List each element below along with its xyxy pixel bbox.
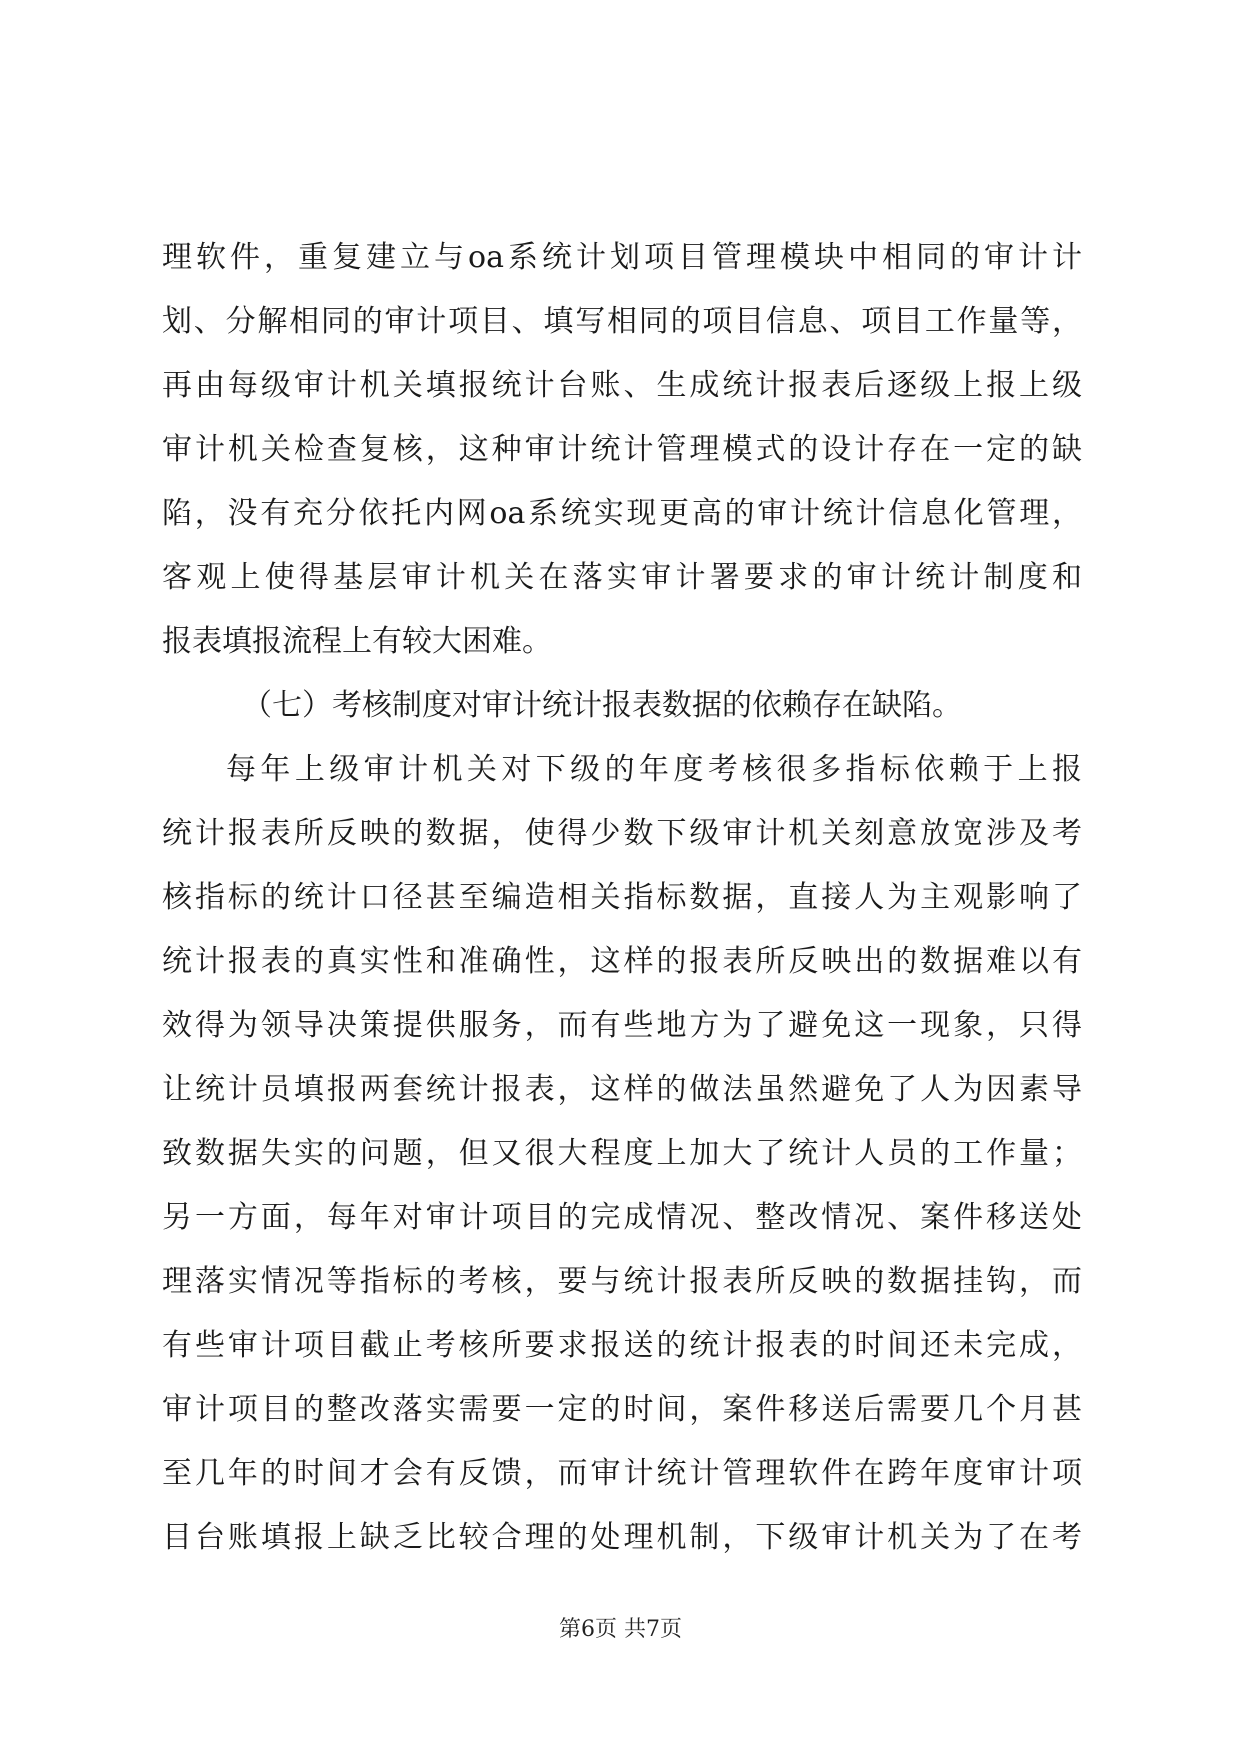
text-line: 划、分解相同的审计项目、填写相同的项目信息、项目工作量等， [162, 304, 1082, 339]
text-line: 陷，没有充分依托内网oa系统实现更高的审计统计信息化管理， [162, 496, 1082, 531]
paragraph-1 [162, 226, 1082, 674]
text-line: 统计报表所反映的数据，使得少数下级审计机关刻意放宽涉及考 [162, 816, 1082, 851]
text-line: 有些审计项目截止考核所要求报送的统计报表的时间还未完成， [162, 1328, 1082, 1363]
text-line: 至几年的时间才会有反馈，而审计统计管理软件在跨年度审计项 [162, 1456, 1082, 1491]
text-line: 统计报表的真实性和准确性，这样的报表所反映出的数据难以有 [162, 944, 1082, 979]
text-line: 审计项目的整改落实需要一定的时间，案件移送后需要几个月甚 [162, 1392, 1082, 1427]
text-line: 核指标的统计口径甚至编造相关指标数据，直接人为主观影响了 [162, 880, 1082, 915]
text-line: 让统计员填报两套统计报表，这样的做法虽然避免了人为因素导 [162, 1072, 1082, 1107]
text-line: 每年上级审计机关对下级的年度考核很多指标依赖于上报 [226, 752, 1082, 787]
text-line: 审计机关检查复核，这种审计统计管理模式的设计存在一定的缺 [162, 432, 1082, 467]
section-heading [162, 674, 1082, 738]
text-line: 报表填报流程上有较大困难。 [162, 624, 552, 659]
page-number-footer: 第6页 共7页 [559, 1617, 682, 1642]
text-line: 目台账填报上缺乏比较合理的处理机制，下级审计机关为了在考 [162, 1520, 1082, 1555]
section-heading-text: （七）考核制度对审计统计报表数据的依赖存在缺陷。 [242, 688, 962, 723]
paragraph-2 [162, 738, 1082, 1570]
text-line: 客观上使得基层审计机关在落实审计署要求的审计统计制度和 [162, 560, 1082, 595]
text-line: 理落实情况等指标的考核，要与统计报表所反映的数据挂钩，而 [162, 1264, 1082, 1299]
text-line: 再由每级审计机关填报统计台账、生成统计报表后逐级上报上级 [162, 368, 1082, 403]
document-body [162, 226, 1082, 1570]
text-line: 理软件，重复建立与oa系统计划项目管理模块中相同的审计计 [162, 240, 1082, 275]
text-line: 效得为领导决策提供服务，而有些地方为了避免这一现象，只得 [162, 1008, 1082, 1043]
text-line: 另一方面，每年对审计项目的完成情况、整改情况、案件移送处 [162, 1200, 1082, 1235]
text-line: 致数据失实的问题，但又很大程度上加大了统计人员的工作量； [162, 1136, 1082, 1171]
